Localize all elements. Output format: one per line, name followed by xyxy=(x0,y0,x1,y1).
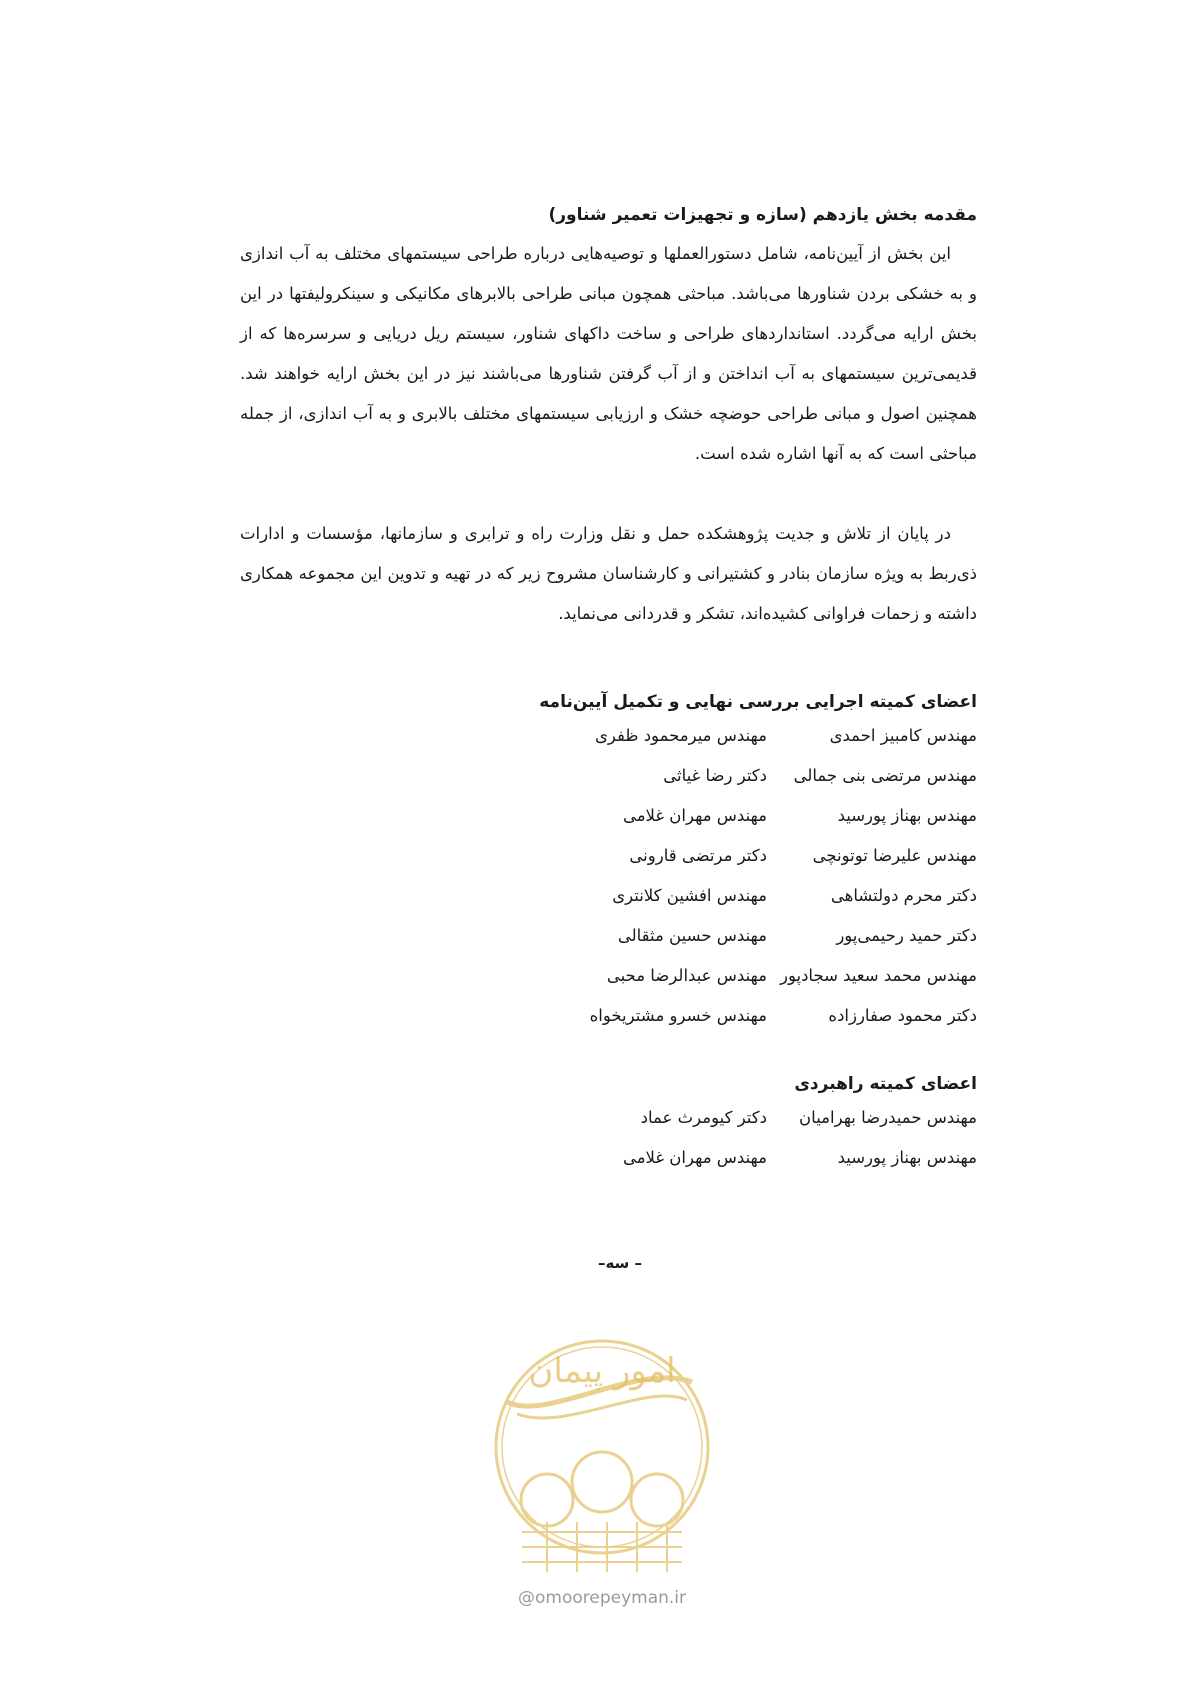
member-name: دکتر رضا غیاثی xyxy=(663,766,767,785)
exec-committee-list xyxy=(397,726,977,1046)
member-name: مهندس افشین کلانتری xyxy=(612,886,767,905)
member-name: مهندس میرمحمود ظفری xyxy=(594,726,767,745)
watermark-logo xyxy=(487,1322,717,1592)
exec-committee-title: اعضای کمیته اجرایی بررسی نهایی و تکمیل آیین‌نامه xyxy=(539,692,977,712)
member-name: دکتر محرم دولتشاهی xyxy=(830,886,977,905)
member-name: مهندس حمیدرضا بهرامیان xyxy=(799,1108,977,1127)
member-row xyxy=(397,926,977,966)
member-row xyxy=(397,846,977,886)
member-row xyxy=(397,1148,977,1188)
member-name: دکتر مرتضی قارونی xyxy=(629,846,767,865)
strategic-committee-list xyxy=(397,1108,977,1188)
member-name: دکتر محمود صفارزاده xyxy=(828,1006,977,1025)
member-name: مهندس مهران غلامی xyxy=(622,806,767,825)
member-name: مهندس مهران غلامی xyxy=(622,1148,767,1167)
member-name: دکتر حمید رحیمی‌پور xyxy=(836,926,977,945)
member-row xyxy=(397,766,977,806)
member-name: مهندس علیرضا توتونچی xyxy=(812,846,977,865)
thanks-paragraph: در پایان از تلاش و جدیت پژوهشکده حمل و نقل وزارت راه و ترابری و سازمانها، مؤسسات و ادارات ذی‌ربط به ویژه سازمان بنادر و کشتیرانی و کارشناسان مشروح زیر که در تهیه و تدوین این مجموعه همکاری داشته و زحمات فراوانی کشیده‌اند، تشکر و قدردانی می‌نماید. xyxy=(240,524,977,623)
member-row xyxy=(397,966,977,1006)
member-name: دکتر کیومرث عماد xyxy=(640,1108,767,1127)
member-row xyxy=(397,726,977,766)
section-title: مقدمه بخش یازدهم (سازه و تجهیزات تعمیر شناور) xyxy=(548,205,977,225)
member-name: مهندس بهناز پورسید xyxy=(837,1148,977,1167)
watermark-logo-text: امور پیمان xyxy=(528,1351,676,1391)
member-row xyxy=(397,806,977,846)
member-name: مهندس بهناز پورسید xyxy=(837,806,977,825)
member-name: مهندس مرتضی بنی جمالی xyxy=(793,766,977,785)
watermark-url: @omoorepeyman.ir xyxy=(517,1588,687,1608)
member-name: مهندس عبدالرضا محبی xyxy=(606,966,767,985)
member-row xyxy=(397,1108,977,1148)
member-name: مهندس حسین مثقالی xyxy=(617,926,767,945)
intro-paragraph: این بخش از آیین‌نامه، شامل دستورالعملها و توصیه‌هایی درباره طراحی سیستمهای مختلف به آب اندازی و به خشکی بردن شناورها می‌باشد. مباحثی همچون مبانی طراحی بالابرهای مکانیکی و سینکرولیفتها در این بخش ارایه می‌گردد. استانداردهای طراحی و ساخت داکهای شناور، سیستم ریل دریایی و سرسره‌ها که از قدیمی‌ترین سیستمهای به آب انداختن و از آب گرفتن شناورها می‌باشند نیز در این بخش ارایه خواهند شد. همچنین اصول و مبانی طراحی حوضچه خشک و ارزیابی سیستمهای مختلف بالابری و به آب اندازی، از جمله مباحثی است که به آنها اشاره شده است. xyxy=(240,244,977,463)
member-row xyxy=(397,886,977,926)
member-name: مهندس محمد سعید سجادپور xyxy=(779,966,977,985)
strategic-committee-title: اعضای کمیته راهبردی xyxy=(794,1074,977,1094)
page-number: – سه– xyxy=(597,1254,643,1272)
member-row xyxy=(397,1006,977,1046)
member-name: مهندس کامبیز احمدی xyxy=(829,726,977,745)
member-name: مهندس خسرو مشتریخواه xyxy=(589,1006,767,1025)
